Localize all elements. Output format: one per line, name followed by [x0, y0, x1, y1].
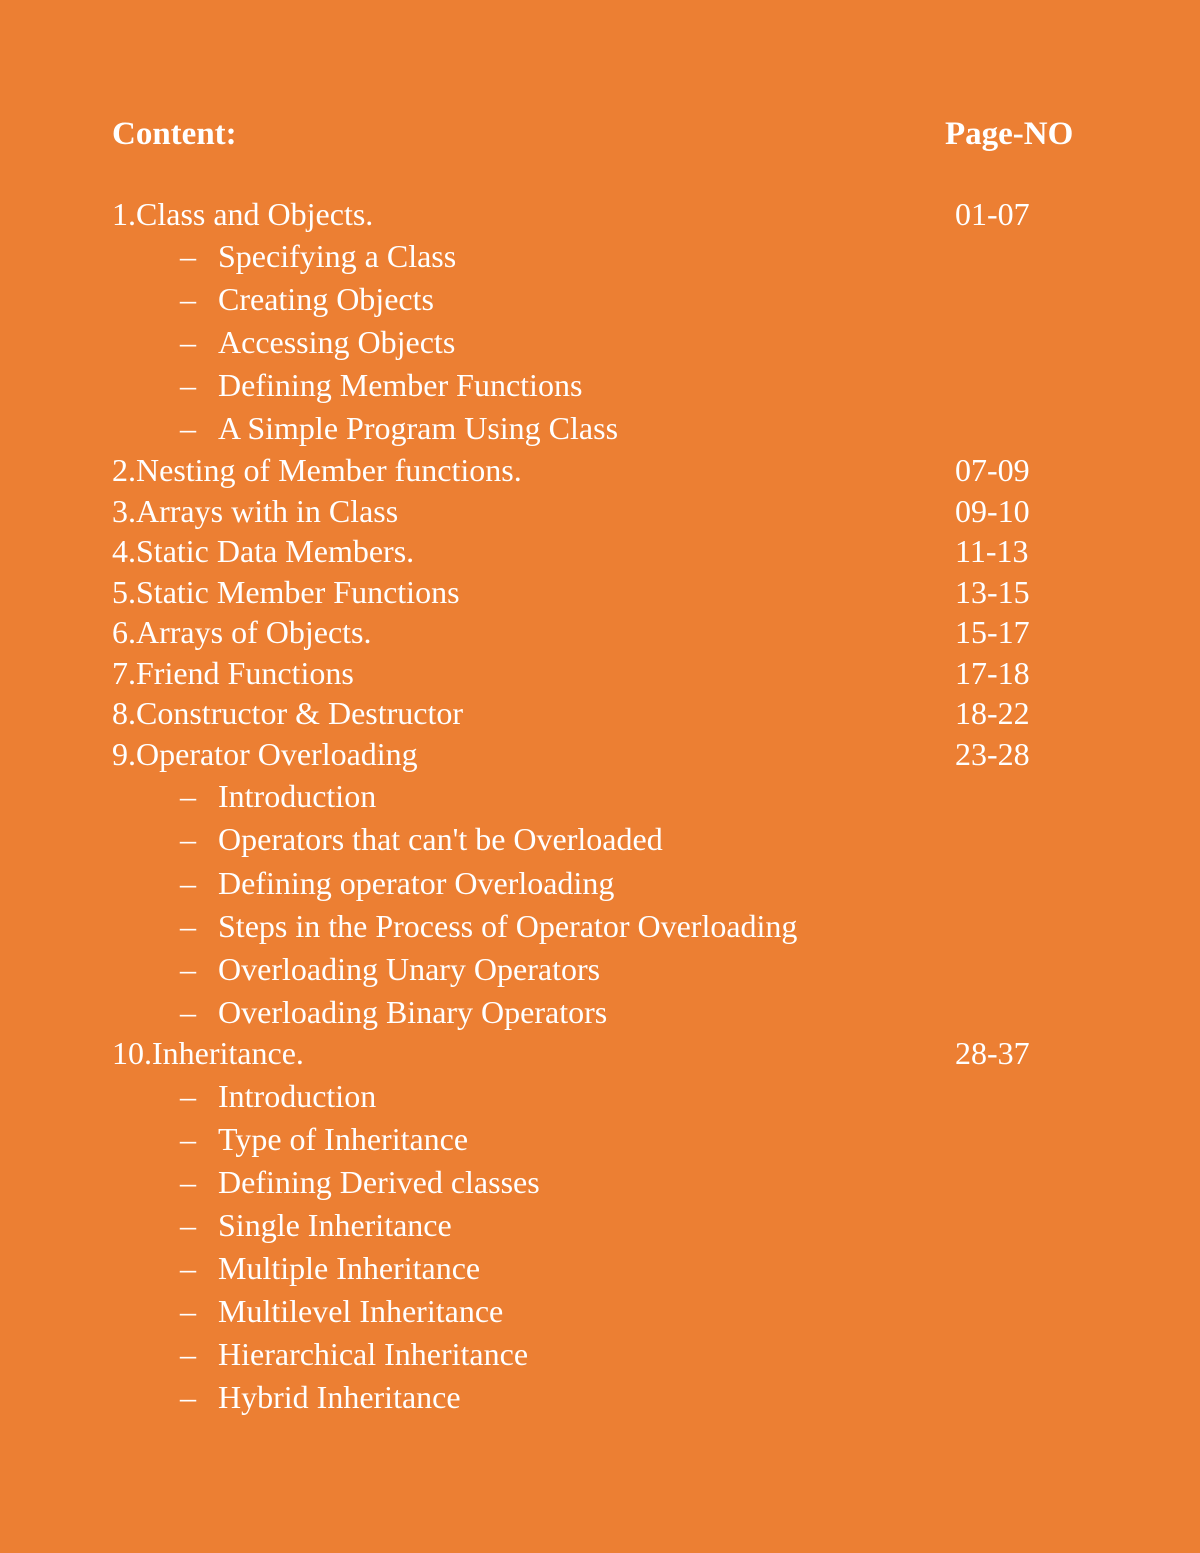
dash-bullet: –: [180, 238, 196, 274]
toc-subentry: [0, 818, 1200, 862]
toc-subentry: [0, 235, 1200, 278]
toc-subentry-title: Overloading Binary Operators: [218, 993, 608, 1030]
toc-entry-pages: 28-37: [955, 1034, 1030, 1071]
toc-subentry-title: Type of Inheritance: [218, 1120, 469, 1157]
content-heading: Content:: [112, 116, 237, 152]
toc-entry-class-and-objects: [0, 193, 1200, 235]
dash-bullet: –: [180, 777, 196, 814]
toc-subentry: [0, 905, 1200, 948]
toc-subentry-title: Defining Derived classes: [218, 1163, 540, 1200]
toc-header: [0, 110, 1200, 158]
dash-bullet: –: [180, 324, 196, 360]
toc-entry-arrays-of-objects: [0, 611, 1200, 652]
dash-bullet: –: [180, 367, 196, 403]
toc-subentry-title: Defining operator Overloading: [218, 864, 615, 901]
toc-subentry: [0, 1118, 1200, 1161]
toc-entry-pages: 15-17: [955, 614, 1030, 650]
toc-entry-title: 9.Operator Overloading: [112, 735, 418, 772]
toc-subentry-title: Introduction: [218, 777, 377, 814]
toc-subentry: [0, 1290, 1200, 1333]
toc-entry-pages: 23-28: [955, 735, 1030, 772]
toc-subentry: [0, 364, 1200, 407]
dash-bullet: –: [180, 820, 196, 857]
dash-bullet: –: [180, 907, 196, 944]
toc-subentry: [0, 862, 1200, 905]
dash-bullet: –: [180, 281, 196, 317]
dash-bullet: –: [180, 1378, 196, 1415]
toc-entry-title: 3.Arrays with in Class: [112, 492, 399, 529]
dash-bullet: –: [180, 993, 196, 1030]
toc-entry-title: 6.Arrays of Objects.: [112, 614, 372, 650]
toc-subentry-title: Accessing Objects: [218, 324, 456, 360]
dash-bullet: –: [180, 1206, 196, 1243]
toc-entry-pages: 18-22: [955, 695, 1030, 731]
toc-subentry-title: Overloading Unary Operators: [218, 950, 601, 987]
dash-bullet: –: [180, 1292, 196, 1329]
toc-entry-arrays-within-class: [0, 490, 1200, 531]
toc-subentry-title: Defining Member Functions: [218, 367, 583, 403]
toc-subentry: [0, 407, 1200, 449]
toc-entry-title: 10.Inheritance.: [112, 1034, 304, 1071]
toc-entry-inheritance: [0, 1032, 1200, 1075]
toc-subentry-title: Operators that can't be Overloaded: [218, 820, 663, 857]
dash-bullet: –: [180, 864, 196, 901]
toc-entry-static-data-members: [0, 530, 1200, 571]
toc-entry-title: 4.Static Data Members.: [112, 533, 415, 569]
toc-entry-title: 8.Constructor & Destructor: [112, 695, 464, 731]
toc-subentry: [0, 1204, 1200, 1247]
toc-subentry-title: A Simple Program Using Class: [218, 410, 619, 446]
toc-entry-operator-overloading: [0, 733, 1200, 775]
toc-subentry-title: Multiple Inheritance: [218, 1249, 481, 1286]
toc-subentry: [0, 775, 1200, 818]
dash-bullet: –: [180, 410, 196, 446]
toc-subentry: [0, 278, 1200, 321]
toc-entry-pages: 13-15: [955, 573, 1030, 610]
toc-subentry-title: Steps in the Process of Operator Overloading: [218, 907, 798, 944]
toc-subentry-title: Specifying a Class: [218, 238, 457, 274]
toc-entry-constructor-destructor: [0, 692, 1200, 733]
toc-subentry-title: Single Inheritance: [218, 1206, 452, 1243]
dash-bullet: –: [180, 1077, 196, 1114]
toc-subentry: [0, 1161, 1200, 1204]
toc-entry-static-member-functions: [0, 571, 1200, 612]
toc-subentry-title: Multilevel Inheritance: [218, 1292, 504, 1329]
dash-bullet: –: [180, 1249, 196, 1286]
toc-subentry-title: Creating Objects: [218, 281, 434, 317]
toc-entry-pages: 11-13: [955, 533, 1029, 569]
toc-subentry: [0, 1333, 1200, 1376]
toc-entry-nesting-member-functions: [0, 449, 1200, 490]
toc-entry-pages: 01-07: [955, 196, 1030, 232]
toc-entry-title: 5.Static Member Functions: [112, 573, 460, 610]
toc-subentry: [0, 1075, 1200, 1118]
toc-subentry: [0, 321, 1200, 364]
toc-subentry: [0, 1376, 1200, 1419]
toc-subentry: [0, 991, 1200, 1032]
toc-subentry-title: Hierarchical Inheritance: [218, 1335, 529, 1372]
toc-entry-title: 1.Class and Objects.: [112, 196, 374, 232]
toc-entry-friend-functions: [0, 652, 1200, 693]
dash-bullet: –: [180, 1120, 196, 1157]
dash-bullet: –: [180, 1163, 196, 1200]
toc-entry-pages: 07-09: [955, 452, 1030, 488]
toc-subentry: [0, 948, 1200, 991]
page-number-heading: Page-NO: [945, 116, 1074, 152]
toc-subentry-title: Introduction: [218, 1077, 377, 1114]
toc-entry-pages: 17-18: [955, 654, 1030, 691]
toc-subentry-title: Hybrid Inheritance: [218, 1378, 461, 1415]
toc-subentry: [0, 1247, 1200, 1290]
dash-bullet: –: [180, 1335, 196, 1372]
table-of-contents: [0, 193, 1200, 1419]
dash-bullet: –: [180, 950, 196, 987]
toc-entry-pages: 09-10: [955, 492, 1030, 529]
toc-entry-title: 2.Nesting of Member functions.: [112, 452, 522, 488]
toc-entry-title: 7.Friend Functions: [112, 654, 354, 691]
